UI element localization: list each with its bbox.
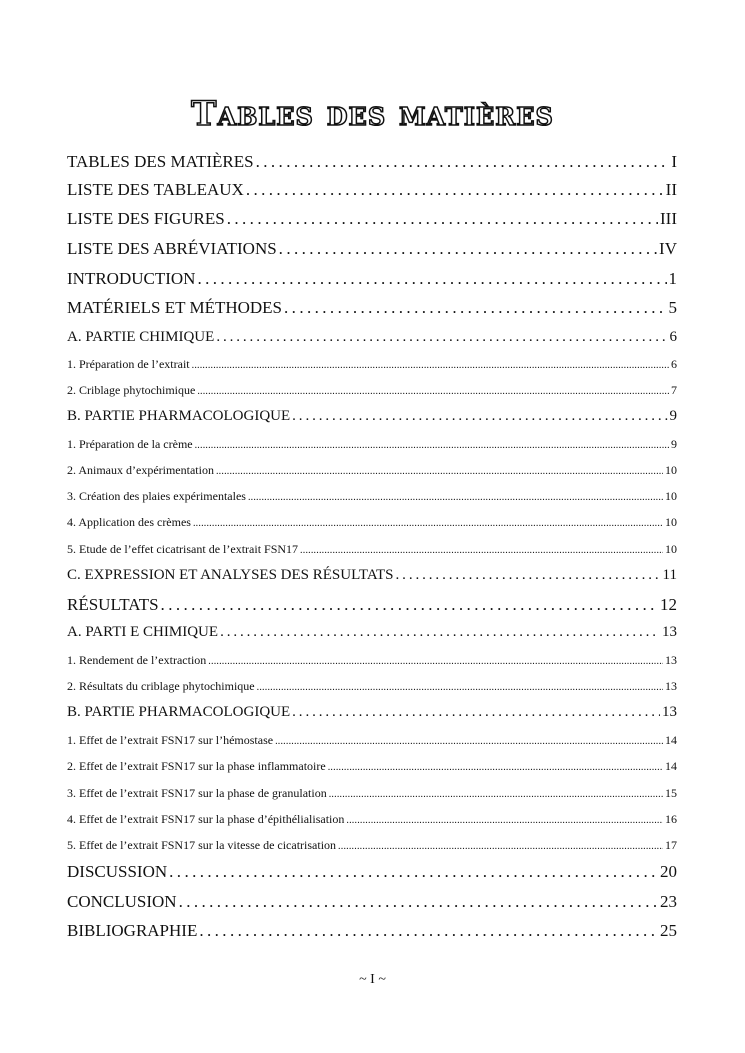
toc-entry-effet-phase-inflammatoire[interactable] [67,759,677,774]
toc-entry-etude-effet-cicatrisant[interactable] [67,542,677,557]
dot-leader [257,679,663,694]
dot-leader [197,269,666,289]
toc-entry-introduction[interactable] [67,269,677,289]
dot-leader [256,152,670,172]
toc-entry-label: BIBLIOGRAPHIE [67,921,198,940]
dot-leader [216,329,667,346]
dot-leader [338,838,663,853]
dot-leader [227,209,658,229]
toc-entry-liste-des-abreviations[interactable] [67,239,677,259]
toc-entry-resultats[interactable] [67,595,677,615]
toc-entry-page: IV [659,239,677,258]
toc-entry-page: 11 [662,567,677,583]
toc-entry-label: 2. Animaux d’expérimentation [67,463,214,477]
dot-leader [179,892,658,912]
dot-leader [329,786,663,801]
dot-leader [216,463,663,478]
toc-entry-page: 6 [671,357,677,371]
toc-entry-page: III [660,209,677,228]
toc-entry-label: 1. Préparation de l’extrait [67,357,190,371]
toc-entry-parti-e-chimique[interactable] [67,624,677,641]
toc-entry-page: 13 [665,679,677,693]
dot-leader [279,239,657,259]
page-title: Tables des matières [191,94,554,134]
dot-leader [220,624,660,641]
toc-entry-resultats-criblage[interactable] [67,679,677,694]
toc-entry-rendement-extraction[interactable] [67,653,677,668]
toc-entry-page: 23 [660,892,677,911]
dot-leader [275,733,663,748]
dot-leader [292,408,667,425]
toc-entry-bibliographie[interactable] [67,921,677,941]
page-number-footer: ~ I ~ [359,972,386,987]
toc-entry-liste-des-figures[interactable] [67,209,677,229]
toc-entry-label: 1. Préparation de la crème [67,437,193,451]
dot-leader [284,298,666,318]
toc-entry-effet-phase-epithelialisation[interactable] [67,812,677,827]
dot-leader [208,653,663,668]
toc-entry-label: 4. Effet de l’extrait FSN17 sur la phase d’épithélialisation [67,812,345,826]
toc-entry-effet-vitesse-cicatrisation[interactable] [67,838,677,853]
toc-entry-label: RÉSULTATS [67,595,159,614]
toc-entry-page: 16 [665,812,677,826]
dot-leader [248,489,663,504]
toc-entry-label: LISTE DES TABLEAUX [67,180,244,199]
toc-entry-page: 10 [665,489,677,503]
toc-entry-page: 10 [665,515,677,529]
toc-entry-label: TABLES DES MATIÈRES [67,152,254,171]
toc-entry-discussion[interactable] [67,862,677,882]
toc-entry-label: C. EXPRESSION ET ANALYSES DES RÉSULTATS [67,567,394,583]
toc-entry-page: II [665,180,677,199]
toc-entry-effet-phase-granulation[interactable] [67,786,677,801]
toc-entry-label: CONCLUSION [67,892,177,911]
toc-entry-partie-chimique[interactable] [67,329,677,346]
toc-entry-tables-des-matieres[interactable] [67,152,677,172]
toc-entry-label: 1. Rendement de l’extraction [67,653,207,667]
toc-entry-criblage-phytochimique[interactable] [67,383,677,398]
toc-entry-page: 10 [665,463,677,477]
toc-entry-label: LISTE DES ABRÉVIATIONS [67,239,277,258]
toc-entry-page: 1 [668,269,677,288]
toc-entry-page: 20 [660,862,677,881]
toc-entry-page: 14 [665,733,677,747]
dot-leader [300,542,663,557]
toc-entry-page: 13 [665,653,677,667]
toc-entry-label: INTRODUCTION [67,269,196,288]
toc-entry-page: 13 [662,704,677,720]
toc-entry-label: 5. Etude de l’effet cicatrisant de l’extrait FSN17 [67,542,299,556]
toc-entry-page: 14 [665,759,677,773]
toc-entry-page: 5 [668,298,677,317]
dot-leader [195,437,669,452]
toc-entry-expression-analyses[interactable] [67,567,677,584]
toc-entry-page: 25 [660,921,677,940]
toc-entry-page: I [671,152,677,171]
dot-leader [246,180,664,200]
dot-leader [396,567,661,584]
toc-entry-page: 10 [665,542,677,556]
toc-entry-partie-pharmacologique-resultats[interactable] [67,704,677,721]
dot-leader [193,515,663,530]
toc-entry-animaux-experimentation[interactable] [67,463,677,478]
dot-leader [199,921,658,941]
toc-entry-label: 3. Création des plaies expérimentales [67,489,246,503]
toc-entry-page: 15 [665,786,677,800]
toc-entry-label: 3. Effet de l’extrait FSN17 sur la phase de granulation [67,786,327,800]
dot-leader [169,862,658,882]
toc-entry-page: 9 [671,437,677,451]
toc-entry-label: B. PARTIE PHARMACOLOGIQUE [67,704,291,720]
toc-entry-label: A. PARTI E CHIMIQUE [67,624,219,640]
toc-entry-page: 6 [669,329,677,345]
toc-entry-page: 9 [669,408,677,424]
dot-leader [192,357,669,372]
dot-leader [197,383,669,398]
toc-entry-label: 1. Effet de l’extrait FSN17 sur l’hémostase [67,733,274,747]
toc-entry-page: 17 [665,838,677,852]
toc-entry-label: B. PARTIE PHARMACOLOGIQUE [67,408,291,424]
toc-entry-label: 2. Effet de l’extrait FSN17 sur la phase inflammatoire [67,759,326,773]
toc-entry-application-cremes[interactable] [67,515,677,530]
toc-entry-label: 2. Criblage phytochimique [67,383,196,397]
toc-entry-label: LISTE DES FIGURES [67,209,225,228]
toc-entry-liste-des-tableaux[interactable] [67,180,677,200]
toc-entry-label: 2. Résultats du criblage phytochimique [67,679,255,693]
toc-entry-conclusion[interactable] [67,892,677,912]
toc-entry-page: 7 [671,383,677,397]
toc-entry-page: 12 [660,595,677,614]
toc-entry-label: 5. Effet de l’extrait FSN17 sur la vitesse de cicatrisation [67,838,337,852]
dot-leader [161,595,658,615]
dot-leader [328,759,663,774]
toc-entry-page: 13 [662,624,677,640]
toc-entry-partie-pharmacologique[interactable] [67,408,677,425]
toc-entry-preparation-creme[interactable] [67,437,677,452]
toc-entry-effet-hemostase[interactable] [67,733,677,748]
toc-entry-creation-plaies[interactable] [67,489,677,504]
toc-entry-label: A. PARTIE CHIMIQUE [67,329,215,345]
toc-entry-label: 4. Application des crèmes [67,515,191,529]
toc-entry-preparation-extrait[interactable] [67,357,677,372]
toc-entry-label: DISCUSSION [67,862,168,881]
dot-leader [292,704,660,721]
dot-leader [346,812,663,827]
toc-entry-label: MATÉRIELS ET MÉTHODES [67,298,283,317]
toc-entry-materiels-et-methodes[interactable] [67,298,677,318]
